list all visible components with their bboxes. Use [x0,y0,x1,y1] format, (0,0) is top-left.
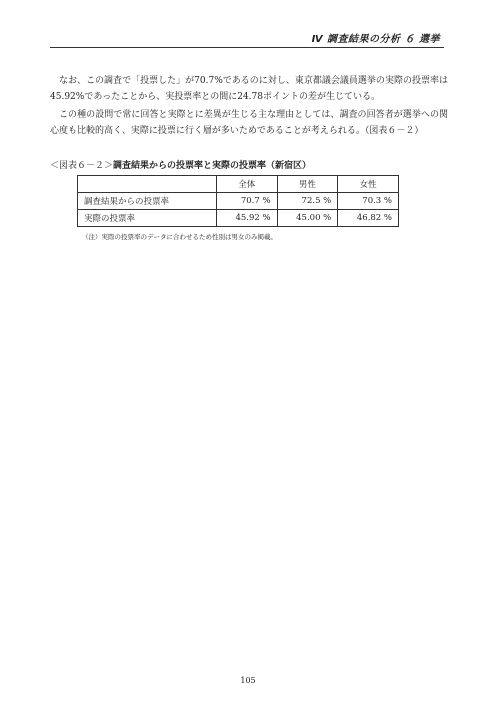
row-label-survey: 調査結果からの投票率 [78,193,217,210]
cell-actual-male: 45.00 % [277,210,338,227]
cell-actual-female: 46.82 % [338,210,399,227]
figure-title: 調査結果からの投票率と実際の投票率（新宿区） [113,161,312,171]
column-header-female: 女性 [338,176,399,193]
table-row-actual [78,210,399,227]
paragraph-reason: この種の設問で常に回答と実際とに差異が生じる主な理由としては、調査の回答者が選挙への関心度も比較的高く、実際に投票に行く層が多いためであることが考えられる。（図表６－２） [50,110,448,136]
cell-actual-total: 45.92 % [216,210,277,227]
table-note: （注）実際の投票率のデータに合わせるため性別は男女のみ掲載。 [82,233,277,241]
table-row-survey [78,193,399,210]
header-rule [50,47,444,48]
turnout-table [77,175,399,227]
cell-survey-female: 70.3 % [338,193,399,210]
cell-survey-total: 70.7 % [216,193,277,210]
column-header-male: 男性 [277,176,338,193]
cell-survey-male: 72.5 % [277,193,338,210]
paragraph-turnout-gap: なお、この調査で「投票した」が70.7%であるのに対し、東京都議会議員選挙の実際の投票率は45.92%であったことから、実投票率との間に24.78ポイントの差が生じている。 [50,76,448,102]
figure-label: ＜図表６－２＞ [50,161,114,171]
column-header-blank [78,176,217,193]
figure-caption [50,158,311,171]
page-number: 105 [240,676,256,685]
column-header-total: 全体 [216,176,277,193]
row-label-actual: 実際の投票率 [78,210,217,227]
section-header: Ⅳ 調査結果の分析 ６ 選挙 [311,34,440,45]
table-header-row [78,176,399,193]
